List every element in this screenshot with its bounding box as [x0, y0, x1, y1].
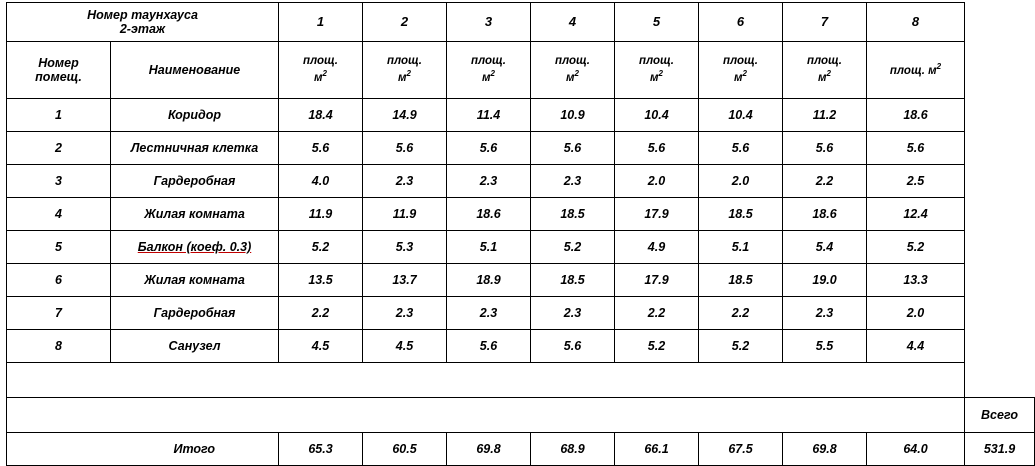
unit-header-8-line1: площ. — [889, 64, 925, 77]
row-value: 5.6 — [531, 330, 615, 363]
row-name: Балкон (коеф. 0.3) — [111, 231, 279, 264]
row-value: 4.0 — [279, 165, 363, 198]
row-value: 5.6 — [363, 132, 447, 165]
unit-header-3-line1: площ. — [471, 55, 506, 68]
row-value: 18.5 — [699, 264, 783, 297]
row-value: 2.2 — [783, 165, 867, 198]
row-value: 11.9 — [363, 198, 447, 231]
row-value: 5.6 — [447, 330, 531, 363]
unit-header-2 — [363, 42, 447, 99]
row-name: Гардеробная — [111, 297, 279, 330]
unit-header-4-line2: м — [566, 71, 575, 84]
row-value: 11.4 — [447, 99, 531, 132]
unit-header-3 — [447, 42, 531, 99]
grand-total-label: Всего — [965, 398, 1035, 433]
unit-header-6-sup: 2 — [742, 68, 747, 78]
row-value: 5.2 — [867, 231, 965, 264]
unit-header-5-line1: площ. — [639, 55, 674, 68]
row-value: 5.6 — [447, 132, 531, 165]
table-header-row-2 — [7, 42, 1035, 99]
total-value: 67.5 — [699, 433, 783, 466]
row-value: 2.3 — [531, 165, 615, 198]
blank-cell — [7, 363, 965, 398]
name-header: Наименование — [111, 42, 279, 99]
townhouse-number-3: 3 — [447, 3, 531, 42]
table-row — [7, 99, 1035, 132]
row-number: 3 — [7, 165, 111, 198]
unit-header-3-sup: 2 — [490, 68, 495, 78]
row-value: 18.6 — [783, 198, 867, 231]
spacer-cell — [965, 363, 1035, 398]
unit-header-1 — [279, 42, 363, 99]
row-value: 18.5 — [699, 198, 783, 231]
row-value: 5.1 — [447, 231, 531, 264]
row-value: 2.2 — [279, 297, 363, 330]
unit-header-7-sup: 2 — [826, 68, 831, 78]
unit-header-2-line2: м — [398, 71, 407, 84]
table-row — [7, 132, 1035, 165]
grand-total-value: 531.9 — [965, 433, 1035, 466]
table-row — [7, 264, 1035, 297]
spacer-cell — [965, 198, 1035, 231]
row-value: 10.4 — [699, 99, 783, 132]
table-row — [7, 198, 1035, 231]
unit-header-8 — [867, 42, 965, 99]
spacer-cell — [965, 264, 1035, 297]
total-value: 66.1 — [615, 433, 699, 466]
row-value: 5.2 — [279, 231, 363, 264]
row-value: 2.0 — [867, 297, 965, 330]
unit-header-5-line2: м — [650, 71, 659, 84]
row-name: Жилая комната — [111, 264, 279, 297]
row-value: 4.9 — [615, 231, 699, 264]
townhouse-number-6: 6 — [699, 3, 783, 42]
row-value: 17.9 — [615, 264, 699, 297]
row-number: 8 — [7, 330, 111, 363]
table-title-line1: Номер таунхауса — [87, 7, 198, 22]
area-table — [6, 2, 1035, 466]
row-name: Санузел — [111, 330, 279, 363]
row-value: 2.0 — [699, 165, 783, 198]
row-value: 5.6 — [699, 132, 783, 165]
unit-header-4 — [531, 42, 615, 99]
row-value: 13.7 — [363, 264, 447, 297]
table-title-cell — [7, 3, 279, 42]
unit-header-6-line2: м — [734, 71, 743, 84]
row-value: 2.2 — [615, 297, 699, 330]
row-value: 5.6 — [279, 132, 363, 165]
table-row — [7, 330, 1035, 363]
row-value: 5.1 — [699, 231, 783, 264]
row-value: 4.5 — [363, 330, 447, 363]
unit-header-1-sup: 2 — [322, 68, 327, 78]
total-value: 68.9 — [531, 433, 615, 466]
row-value: 2.3 — [783, 297, 867, 330]
grand-total-label-row — [7, 398, 1035, 433]
unit-header-2-line1: площ. — [387, 55, 422, 68]
row-value: 18.6 — [447, 198, 531, 231]
table-header-row-1 — [7, 3, 1035, 42]
row-value: 2.0 — [615, 165, 699, 198]
unit-header-7-line2: м — [818, 71, 827, 84]
row-value: 19.0 — [783, 264, 867, 297]
row-value: 2.3 — [447, 165, 531, 198]
row-value: 11.2 — [783, 99, 867, 132]
unit-header-6-line1: площ. — [723, 55, 758, 68]
row-number: 1 — [7, 99, 111, 132]
row-value: 18.5 — [531, 264, 615, 297]
townhouse-number-7: 7 — [783, 3, 867, 42]
row-value: 2.5 — [867, 165, 965, 198]
row-value: 2.3 — [531, 297, 615, 330]
unit-header-1-line2: м — [314, 71, 323, 84]
row-value: 13.5 — [279, 264, 363, 297]
unit-header-3-line2: м — [482, 71, 491, 84]
row-value: 2.2 — [699, 297, 783, 330]
spreadsheet-sheet — [0, 2, 1018, 456]
row-value: 10.4 — [615, 99, 699, 132]
row-value: 14.9 — [363, 99, 447, 132]
row-value: 4.5 — [279, 330, 363, 363]
unit-header-6 — [699, 42, 783, 99]
row-value: 5.6 — [783, 132, 867, 165]
unit-header-5-sup: 2 — [658, 68, 663, 78]
unit-header-8-line2: м — [928, 64, 937, 77]
row-value: 5.4 — [783, 231, 867, 264]
row-value: 18.6 — [867, 99, 965, 132]
row-value: 5.5 — [783, 330, 867, 363]
row-number: 2 — [7, 132, 111, 165]
row-value: 4.4 — [867, 330, 965, 363]
row-value: 18.9 — [447, 264, 531, 297]
table-title-line2: 2-этаж — [119, 22, 166, 36]
unit-header-1-line1: площ. — [303, 55, 338, 68]
townhouse-number-2: 2 — [363, 3, 447, 42]
row-value: 11.9 — [279, 198, 363, 231]
spacer-cell — [965, 99, 1035, 132]
row-value: 17.9 — [615, 198, 699, 231]
townhouse-number-8: 8 — [867, 3, 965, 42]
table-row — [7, 165, 1035, 198]
row-value: 18.5 — [531, 198, 615, 231]
row-number: 7 — [7, 297, 111, 330]
townhouse-number-4: 4 — [531, 3, 615, 42]
totals-row — [7, 433, 1035, 466]
total-value: 64.0 — [867, 433, 965, 466]
unit-header-7 — [783, 42, 867, 99]
row-value: 2.3 — [447, 297, 531, 330]
unit-header-2-sup: 2 — [406, 68, 411, 78]
unit-header-8-sup: 2 — [936, 61, 942, 71]
townhouse-number-1: 1 — [279, 3, 363, 42]
row-number: 4 — [7, 198, 111, 231]
row-value: 5.2 — [615, 330, 699, 363]
row-value: 13.3 — [867, 264, 965, 297]
total-value: 69.8 — [783, 433, 867, 466]
row-value: 12.4 — [867, 198, 965, 231]
blank-row — [7, 363, 1035, 398]
row-value: 5.6 — [867, 132, 965, 165]
row-value: 18.4 — [279, 99, 363, 132]
total-value: 65.3 — [279, 433, 363, 466]
total-value: 69.8 — [447, 433, 531, 466]
table-row — [7, 231, 1035, 264]
room-number-header — [7, 42, 111, 99]
spacer-cell — [965, 132, 1035, 165]
room-number-header-line1: Номер — [38, 55, 79, 70]
totals-label: Итого — [111, 433, 279, 466]
row-name: Жилая комната — [111, 198, 279, 231]
spacer-cell — [965, 330, 1035, 363]
table-row — [7, 297, 1035, 330]
row-name: Гардеробная — [111, 165, 279, 198]
row-number: 5 — [7, 231, 111, 264]
spacer-cell-head2 — [965, 42, 1035, 99]
row-value: 2.3 — [363, 297, 447, 330]
row-value: 2.3 — [363, 165, 447, 198]
unit-header-4-line1: площ. — [555, 55, 590, 68]
unit-header-4-sup: 2 — [574, 68, 579, 78]
row-value: 5.6 — [531, 132, 615, 165]
row-value: 5.2 — [699, 330, 783, 363]
totals-blank-cell — [7, 433, 111, 466]
row-value: 10.9 — [531, 99, 615, 132]
room-number-header-line2: помещ. — [35, 70, 82, 84]
spacer-cell — [965, 231, 1035, 264]
total-value: 60.5 — [363, 433, 447, 466]
spacer-cell — [965, 165, 1035, 198]
row-value: 5.6 — [615, 132, 699, 165]
spacer-cell — [965, 297, 1035, 330]
spacer-cell-head1 — [965, 3, 1035, 42]
row-number: 6 — [7, 264, 111, 297]
blank-cell — [7, 398, 965, 433]
row-value: 5.3 — [363, 231, 447, 264]
row-name: Коридор — [111, 99, 279, 132]
row-name: Лестничная клетка — [111, 132, 279, 165]
unit-header-7-line1: площ. — [807, 55, 842, 68]
townhouse-number-5: 5 — [615, 3, 699, 42]
row-value: 5.2 — [531, 231, 615, 264]
unit-header-5 — [615, 42, 699, 99]
